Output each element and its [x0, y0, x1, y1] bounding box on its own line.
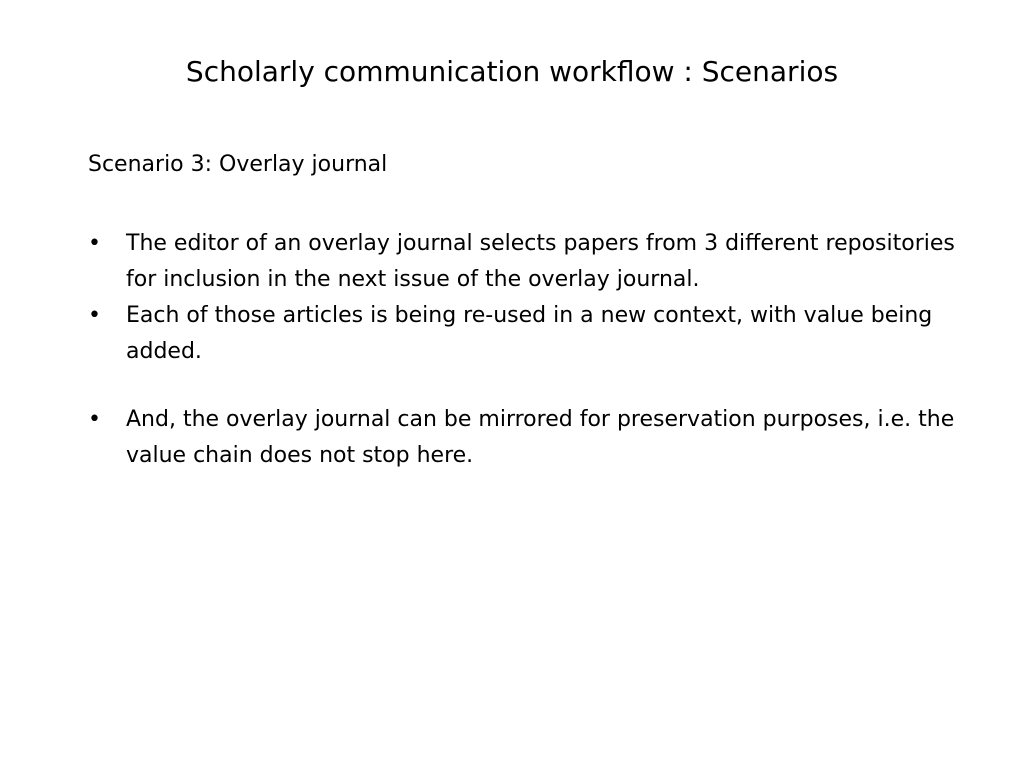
bullet-icon: • — [88, 407, 101, 432]
bullet-text: The editor of an overlay journal selects papers from 3 different repositories for inclusion in the next issue of the overlay journal. — [126, 231, 955, 292]
bullet-icon: • — [88, 303, 101, 328]
scenario-heading: Scenario 3: Overlay journal — [88, 152, 388, 177]
bullet-list — [0, 226, 1024, 474]
bullet-text: And, the overlay journal can be mirrored for preservation purposes, i.e. the value chain does not stop here. — [126, 407, 955, 468]
slide-title: Scholarly communication workflow : Scenarios — [185, 55, 839, 88]
bullet-item — [0, 226, 1024, 298]
bullet-item — [0, 402, 1024, 474]
bullet-icon: • — [88, 231, 101, 256]
bullet-item — [0, 298, 1024, 370]
bullet-text: Each of those articles is being re-used in a new context, with value being added. — [126, 303, 933, 364]
